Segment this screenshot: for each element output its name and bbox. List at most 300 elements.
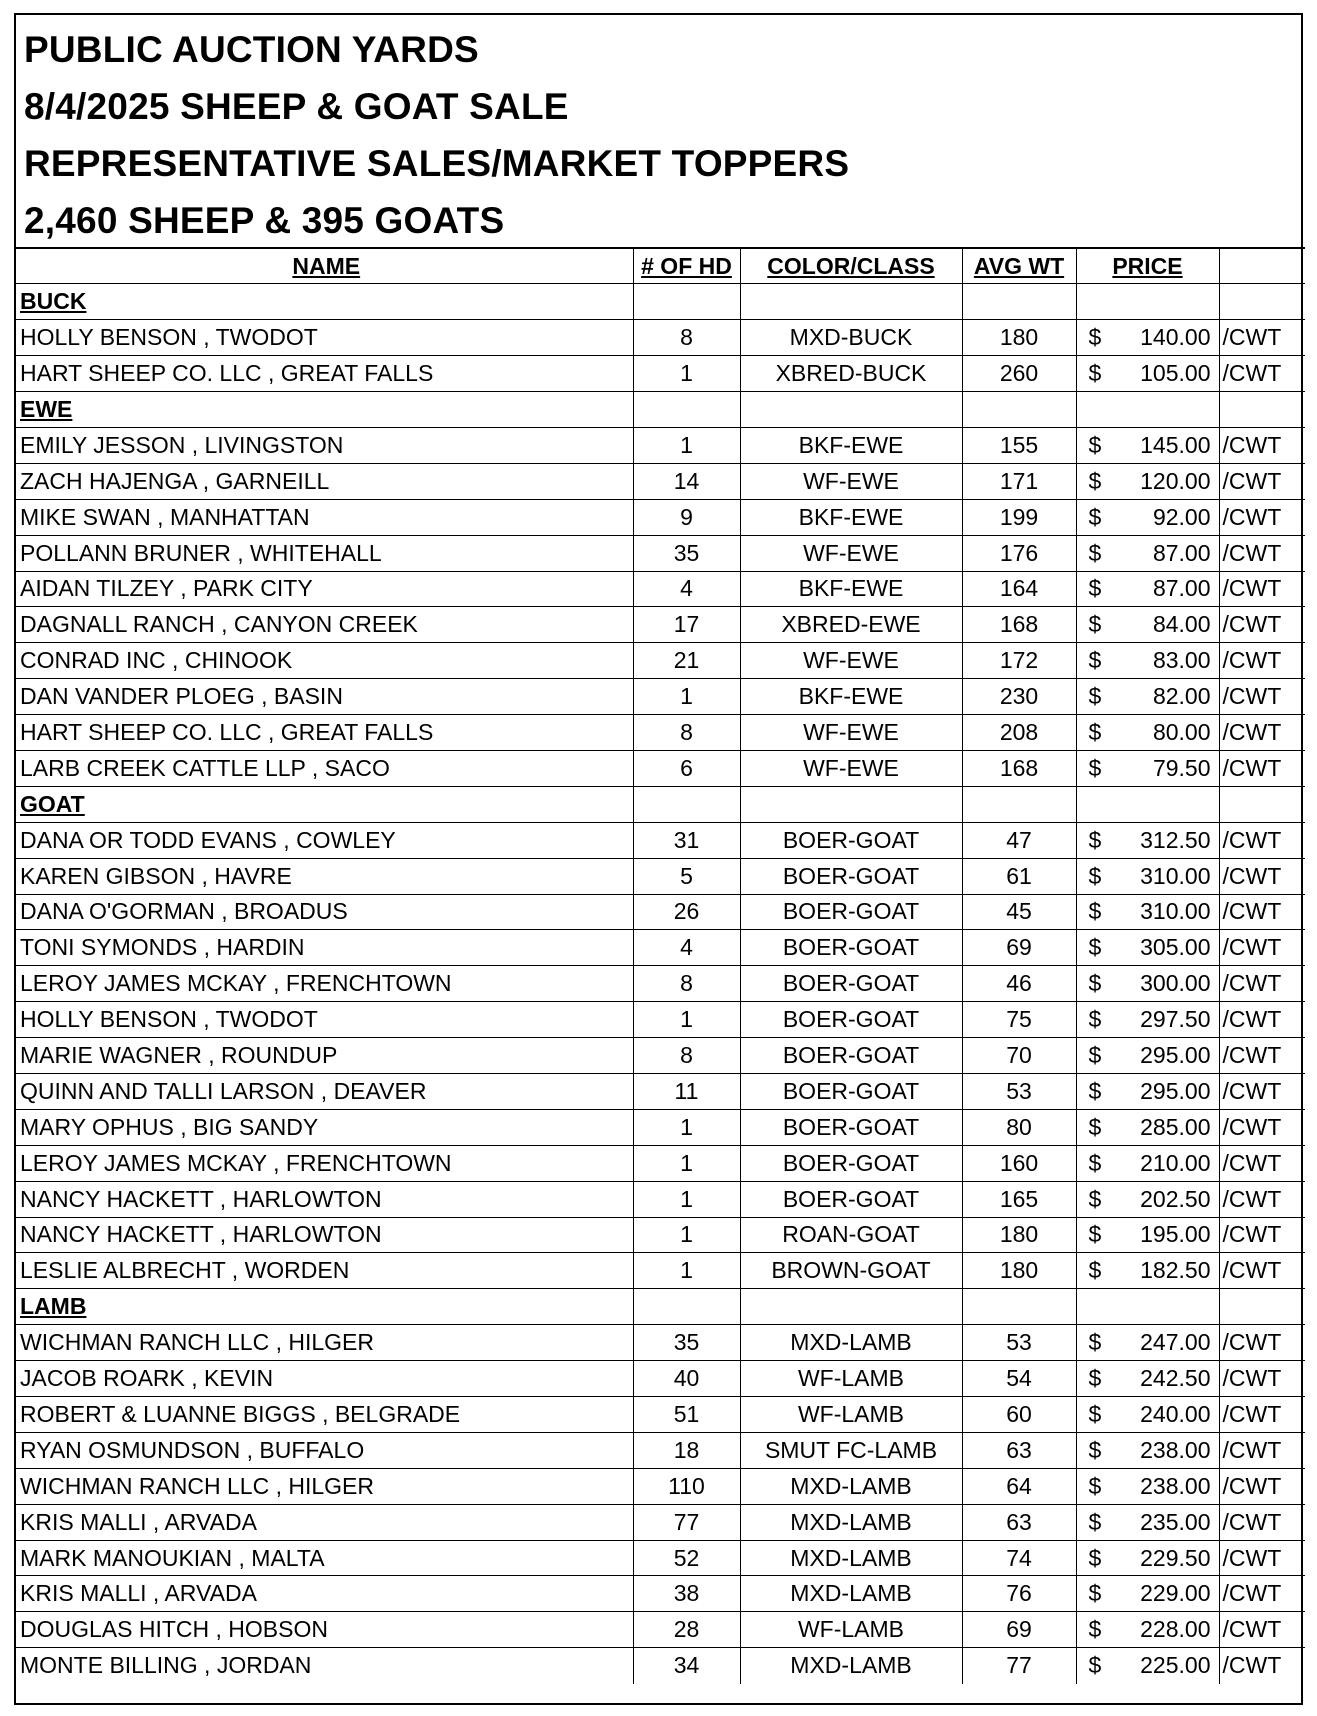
price-amount: 120.00 (1140, 467, 1211, 494)
table-row (16, 930, 1305, 966)
price-cell (1076, 1361, 1219, 1397)
price-amount: 240.00 (1140, 1400, 1211, 1427)
color-class-cell: BKF-EWE (740, 427, 962, 463)
seller-name-cell: TONI SYMONDS , HARDIN (16, 930, 633, 966)
color-class-cell: WF-LAMB (740, 1361, 962, 1397)
price-value (1089, 1042, 1211, 1069)
price-unit-cell: /CWT (1219, 1397, 1305, 1433)
currency-symbol: $ (1088, 1077, 1102, 1104)
color-class-cell: BOER-GOAT (740, 1038, 962, 1074)
table-header-row (16, 248, 1305, 284)
seller-name-cell: MARY OPHUS , BIG SANDY (16, 1109, 633, 1145)
color-class-cell: BKF-EWE (740, 499, 962, 535)
currency-symbol: $ (1088, 1329, 1102, 1356)
table-row (16, 1217, 1305, 1253)
table-row (16, 822, 1305, 858)
price-unit-cell: /CWT (1219, 356, 1305, 392)
price-cell (1076, 966, 1219, 1002)
section-title: LAMB (20, 1293, 87, 1320)
currency-symbol: $ (1088, 324, 1102, 351)
price-unit-cell: /CWT (1219, 1361, 1305, 1397)
price-amount: 210.00 (1140, 1149, 1211, 1176)
head-count-cell: 1 (633, 1109, 740, 1145)
seller-name-cell: HOLLY BENSON , TWODOT (16, 1002, 633, 1038)
price-unit-cell: /CWT (1219, 1576, 1305, 1612)
head-count-cell: 1 (633, 1217, 740, 1253)
seller-name-cell: MIKE SWAN , MANHATTAN (16, 499, 633, 535)
price-unit-cell: /CWT (1219, 930, 1305, 966)
price-amount: 300.00 (1140, 970, 1211, 997)
price-cell (1076, 535, 1219, 571)
table-row (16, 1038, 1305, 1074)
price-cell (1076, 858, 1219, 894)
seller-name-cell: LESLIE ALBRECHT , WORDEN (16, 1253, 633, 1289)
price-amount: 82.00 (1152, 683, 1211, 710)
color-class-cell: BOER-GOAT (740, 1073, 962, 1109)
price-value (1089, 647, 1211, 674)
price-cell (1076, 715, 1219, 751)
column-header-unit (1219, 248, 1305, 284)
price-value (1089, 324, 1211, 351)
seller-name-cell: AIDAN TILZEY , PARK CITY (16, 571, 633, 607)
avg-weight-cell: 69 (962, 1612, 1076, 1648)
price-cell (1076, 1576, 1219, 1612)
currency-symbol: $ (1088, 647, 1102, 674)
column-header-name: NAME (16, 248, 633, 284)
price-amount: 145.00 (1140, 431, 1211, 458)
table-row (16, 1432, 1305, 1468)
color-class-cell: XBRED-BUCK (740, 356, 962, 392)
head-count-cell: 1 (633, 1002, 740, 1038)
section-title-cell (16, 1289, 633, 1325)
price-unit-cell: /CWT (1219, 571, 1305, 607)
avg-weight-cell: 63 (962, 1504, 1076, 1540)
section-header-row (16, 392, 1305, 428)
price-amount: 79.50 (1152, 754, 1211, 781)
price-unit-cell: /CWT (1219, 1038, 1305, 1074)
price-cell (1076, 1540, 1219, 1576)
price-amount: 83.00 (1152, 647, 1211, 674)
price-unit-cell: /CWT (1219, 1540, 1305, 1576)
price-unit-cell: /CWT (1219, 679, 1305, 715)
avg-weight-cell: 75 (962, 1002, 1076, 1038)
price-amount: 92.00 (1152, 503, 1211, 530)
currency-symbol: $ (1088, 1652, 1102, 1679)
color-class-cell: BOER-GOAT (740, 1145, 962, 1181)
price-cell (1076, 427, 1219, 463)
table-row (16, 1504, 1305, 1540)
seller-name-cell: KRIS MALLI , ARVADA (16, 1576, 633, 1612)
table-row (16, 1540, 1305, 1576)
empty-cell (1076, 1289, 1219, 1325)
color-class-cell: MXD-BUCK (740, 320, 962, 356)
price-unit-cell: /CWT (1219, 1504, 1305, 1540)
currency-symbol: $ (1088, 1508, 1102, 1535)
head-count-cell: 5 (633, 858, 740, 894)
table-row (16, 1397, 1305, 1433)
currency-symbol: $ (1088, 862, 1102, 889)
head-count-cell: 1 (633, 356, 740, 392)
price-unit-cell: /CWT (1219, 1432, 1305, 1468)
empty-cell (1219, 786, 1305, 822)
price-unit-cell: /CWT (1219, 320, 1305, 356)
avg-weight-cell: 46 (962, 966, 1076, 1002)
seller-name-cell: JACOB ROARK , KEVIN (16, 1361, 633, 1397)
head-count-cell: 11 (633, 1073, 740, 1109)
avg-weight-cell: 208 (962, 715, 1076, 751)
seller-name-cell: MONTE BILLING , JORDAN (16, 1648, 633, 1684)
seller-name-cell: CONRAD INC , CHINOOK (16, 643, 633, 679)
price-cell (1076, 1217, 1219, 1253)
price-value (1089, 504, 1211, 531)
price-unit-cell: /CWT (1219, 643, 1305, 679)
price-value (1089, 719, 1211, 746)
color-class-cell: BOER-GOAT (740, 894, 962, 930)
price-value (1089, 575, 1211, 602)
report-title-line: 8/4/2025 SHEEP & GOAT SALE (24, 86, 569, 127)
color-class-cell: BKF-EWE (740, 679, 962, 715)
color-class-cell: BOER-GOAT (740, 1109, 962, 1145)
seller-name-cell: ZACH HAJENGA , GARNEILL (16, 463, 633, 499)
avg-weight-cell: 260 (962, 356, 1076, 392)
price-amount: 235.00 (1140, 1508, 1211, 1535)
currency-symbol: $ (1088, 431, 1102, 458)
report-title-line: PUBLIC AUCTION YARDS (24, 29, 479, 70)
avg-weight-cell: 180 (962, 1253, 1076, 1289)
head-count-cell: 8 (633, 320, 740, 356)
currency-symbol: $ (1088, 898, 1102, 925)
empty-cell (633, 392, 740, 428)
avg-weight-cell: 176 (962, 535, 1076, 571)
section-title: BUCK (20, 288, 87, 315)
price-value (1089, 898, 1211, 925)
head-count-cell: 14 (633, 463, 740, 499)
section-title: EWE (20, 396, 73, 422)
seller-name-cell: ROBERT & LUANNE BIGGS , BELGRADE (16, 1397, 633, 1433)
color-class-cell: MXD-LAMB (740, 1648, 962, 1684)
seller-name-cell: POLLANN BRUNER , WHITEHALL (16, 535, 633, 571)
section-header-row (16, 786, 1305, 822)
color-class-cell: WF-LAMB (740, 1612, 962, 1648)
price-value (1089, 360, 1211, 387)
price-amount: 195.00 (1140, 1221, 1211, 1248)
price-amount: 238.00 (1140, 1472, 1211, 1499)
price-cell (1076, 463, 1219, 499)
empty-cell (740, 392, 962, 428)
avg-weight-cell: 180 (962, 320, 1076, 356)
color-class-cell: MXD-LAMB (740, 1504, 962, 1540)
color-class-cell: BOER-GOAT (740, 1181, 962, 1217)
currency-symbol: $ (1088, 1436, 1102, 1463)
price-amount: 297.50 (1140, 1006, 1211, 1033)
sales-table (16, 247, 1305, 1684)
price-cell (1076, 894, 1219, 930)
currency-symbol: $ (1088, 575, 1102, 602)
avg-weight-cell: 168 (962, 750, 1076, 786)
price-cell (1076, 1612, 1219, 1648)
currency-symbol: $ (1088, 826, 1102, 853)
price-value (1089, 827, 1211, 854)
avg-weight-cell: 45 (962, 894, 1076, 930)
price-cell (1076, 356, 1219, 392)
currency-symbol: $ (1088, 1472, 1102, 1499)
price-amount: 105.00 (1140, 360, 1211, 387)
head-count-cell: 40 (633, 1361, 740, 1397)
seller-name-cell: MARIE WAGNER , ROUNDUP (16, 1038, 633, 1074)
section-header-row (16, 284, 1305, 320)
empty-cell (962, 786, 1076, 822)
currency-symbol: $ (1088, 683, 1102, 710)
currency-symbol: $ (1088, 970, 1102, 997)
color-class-cell: WF-EWE (740, 535, 962, 571)
price-cell (1076, 1432, 1219, 1468)
head-count-cell: 1 (633, 1145, 740, 1181)
color-class-cell: MXD-LAMB (740, 1325, 962, 1361)
avg-weight-cell: 199 (962, 499, 1076, 535)
price-value (1089, 1078, 1211, 1105)
column-header-avg-weight: AVG WT (962, 248, 1076, 284)
head-count-cell: 1 (633, 679, 740, 715)
avg-weight-cell: 63 (962, 1432, 1076, 1468)
table-row (16, 320, 1305, 356)
price-amount: 202.50 (1140, 1185, 1211, 1212)
avg-weight-cell: 54 (962, 1361, 1076, 1397)
currency-symbol: $ (1088, 539, 1102, 566)
avg-weight-cell: 80 (962, 1109, 1076, 1145)
price-amount: 247.00 (1140, 1329, 1211, 1356)
empty-cell (633, 1289, 740, 1325)
price-amount: 285.00 (1140, 1113, 1211, 1140)
avg-weight-cell: 61 (962, 858, 1076, 894)
empty-cell (633, 786, 740, 822)
currency-symbol: $ (1088, 1185, 1102, 1212)
price-unit-cell: /CWT (1219, 1253, 1305, 1289)
head-count-cell: 26 (633, 894, 740, 930)
avg-weight-cell: 69 (962, 930, 1076, 966)
table-row (16, 858, 1305, 894)
price-value (1089, 1114, 1211, 1141)
price-cell (1076, 1109, 1219, 1145)
color-class-cell: BOER-GOAT (740, 1002, 962, 1038)
price-unit-cell: /CWT (1219, 1468, 1305, 1504)
price-unit-cell: /CWT (1219, 1181, 1305, 1217)
seller-name-cell: DANA OR TODD EVANS , COWLEY (16, 822, 633, 858)
head-count-cell: 8 (633, 1038, 740, 1074)
seller-name-cell: DANA O'GORMAN , BROADUS (16, 894, 633, 930)
price-cell (1076, 571, 1219, 607)
price-value (1089, 1006, 1211, 1033)
table-row (16, 1612, 1305, 1648)
price-amount: 310.00 (1140, 898, 1211, 925)
color-class-cell: BROWN-GOAT (740, 1253, 962, 1289)
seller-name-cell: NANCY HACKETT , HARLOWTON (16, 1181, 633, 1217)
avg-weight-cell: 77 (962, 1648, 1076, 1684)
head-count-cell: 1 (633, 1181, 740, 1217)
head-count-cell: 110 (633, 1468, 740, 1504)
price-amount: 295.00 (1140, 1042, 1211, 1069)
price-amount: 295.00 (1140, 1077, 1211, 1104)
price-cell (1076, 607, 1219, 643)
empty-cell (740, 786, 962, 822)
price-unit-cell: /CWT (1219, 1648, 1305, 1684)
price-unit-cell: /CWT (1219, 966, 1305, 1002)
price-cell (1076, 1648, 1219, 1684)
section-title: GOAT (20, 790, 85, 817)
price-unit-cell: /CWT (1219, 499, 1305, 535)
currency-symbol: $ (1088, 754, 1102, 781)
head-count-cell: 35 (633, 1325, 740, 1361)
seller-name-cell: HART SHEEP CO. LLC , GREAT FALLS (16, 715, 633, 751)
price-value (1089, 755, 1211, 782)
table-row (16, 499, 1305, 535)
price-value (1089, 1186, 1211, 1213)
color-class-cell: WF-LAMB (740, 1397, 962, 1433)
empty-cell (1219, 392, 1305, 428)
price-value (1089, 1652, 1211, 1679)
seller-name-cell: NANCY HACKETT , HARLOWTON (16, 1217, 633, 1253)
table-row (16, 1002, 1305, 1038)
price-value (1089, 1473, 1211, 1500)
head-count-cell: 1 (633, 427, 740, 463)
empty-cell (1076, 392, 1219, 428)
price-cell (1076, 499, 1219, 535)
price-cell (1076, 1253, 1219, 1289)
price-value (1089, 468, 1211, 495)
seller-name-cell: HOLLY BENSON , TWODOT (16, 320, 633, 356)
color-class-cell: XBRED-EWE (740, 607, 962, 643)
empty-cell (633, 284, 740, 320)
price-unit-cell: /CWT (1219, 715, 1305, 751)
section-title-cell (16, 392, 633, 428)
price-value (1089, 1437, 1211, 1464)
price-value (1089, 1616, 1211, 1643)
price-value (1089, 1509, 1211, 1536)
seller-name-cell: LEROY JAMES MCKAY , FRENCHTOWN (16, 966, 633, 1002)
price-unit-cell: /CWT (1219, 463, 1305, 499)
price-value (1089, 1580, 1211, 1607)
price-amount: 229.50 (1140, 1544, 1211, 1571)
table-row (16, 1073, 1305, 1109)
color-class-cell: WF-EWE (740, 750, 962, 786)
color-class-cell: BKF-EWE (740, 571, 962, 607)
seller-name-cell: LEROY JAMES MCKAY , FRENCHTOWN (16, 1145, 633, 1181)
currency-symbol: $ (1088, 719, 1102, 746)
price-cell (1076, 930, 1219, 966)
seller-name-cell: QUINN AND TALLI LARSON , DEAVER (16, 1073, 633, 1109)
empty-cell (1219, 1289, 1305, 1325)
color-class-cell: MXD-LAMB (740, 1468, 962, 1504)
price-value (1089, 432, 1211, 459)
avg-weight-cell: 172 (962, 643, 1076, 679)
currency-symbol: $ (1088, 611, 1102, 638)
price-value (1089, 1329, 1211, 1356)
price-cell (1076, 750, 1219, 786)
price-amount: 87.00 (1152, 539, 1211, 566)
seller-name-cell: LARB CREEK CATTLE LLP , SACO (16, 750, 633, 786)
currency-symbol: $ (1088, 1042, 1102, 1069)
currency-symbol: $ (1088, 1400, 1102, 1427)
currency-symbol: $ (1088, 1580, 1102, 1607)
avg-weight-cell: 70 (962, 1038, 1076, 1074)
column-header-price: PRICE (1076, 248, 1219, 284)
price-amount: 242.50 (1140, 1365, 1211, 1392)
report-title-block (16, 15, 1301, 247)
empty-cell (962, 284, 1076, 320)
price-unit-cell: /CWT (1219, 1002, 1305, 1038)
empty-cell (740, 284, 962, 320)
price-amount: 228.00 (1140, 1616, 1211, 1643)
price-amount: 140.00 (1140, 324, 1211, 351)
table-row (16, 750, 1305, 786)
section-title-cell (16, 786, 633, 822)
seller-name-cell: RYAN OSMUNDSON , BUFFALO (16, 1432, 633, 1468)
price-amount: 182.50 (1140, 1257, 1211, 1284)
table-row (16, 463, 1305, 499)
price-unit-cell: /CWT (1219, 607, 1305, 643)
avg-weight-cell: 60 (962, 1397, 1076, 1433)
head-count-cell: 6 (633, 750, 740, 786)
price-value (1089, 934, 1211, 961)
price-unit-cell: /CWT (1219, 427, 1305, 463)
currency-symbol: $ (1088, 934, 1102, 961)
price-unit-cell: /CWT (1219, 1217, 1305, 1253)
color-class-cell: BOER-GOAT (740, 822, 962, 858)
currency-symbol: $ (1088, 1544, 1102, 1571)
report-title-line: 2,460 SHEEP & 395 GOATS (24, 200, 505, 241)
price-unit-cell: /CWT (1219, 822, 1305, 858)
empty-cell (962, 392, 1076, 428)
empty-cell (1076, 284, 1219, 320)
table-row (16, 535, 1305, 571)
price-value (1089, 863, 1211, 890)
avg-weight-cell: 74 (962, 1540, 1076, 1576)
price-value (1089, 540, 1211, 567)
price-unit-cell: /CWT (1219, 1612, 1305, 1648)
avg-weight-cell: 160 (962, 1145, 1076, 1181)
price-value (1089, 1257, 1211, 1284)
price-unit-cell: /CWT (1219, 858, 1305, 894)
color-class-cell: MXD-LAMB (740, 1576, 962, 1612)
color-class-cell: ROAN-GOAT (740, 1217, 962, 1253)
table-row (16, 1576, 1305, 1612)
price-value (1089, 970, 1211, 997)
seller-name-cell: KRIS MALLI , ARVADA (16, 1504, 633, 1540)
price-cell (1076, 643, 1219, 679)
price-cell (1076, 679, 1219, 715)
price-cell (1076, 320, 1219, 356)
seller-name-cell: WICHMAN RANCH LLC , HILGER (16, 1468, 633, 1504)
price-amount: 80.00 (1152, 719, 1211, 746)
head-count-cell: 8 (633, 715, 740, 751)
column-header-head-count: # OF HD (633, 248, 740, 284)
price-cell (1076, 822, 1219, 858)
currency-symbol: $ (1088, 503, 1102, 530)
price-cell (1076, 1397, 1219, 1433)
avg-weight-cell: 155 (962, 427, 1076, 463)
head-count-cell: 35 (633, 535, 740, 571)
seller-name-cell: MARK MANOUKIAN , MALTA (16, 1540, 633, 1576)
price-unit-cell: /CWT (1219, 535, 1305, 571)
head-count-cell: 1 (633, 1253, 740, 1289)
price-cell (1076, 1002, 1219, 1038)
head-count-cell: 21 (633, 643, 740, 679)
price-amount: 87.00 (1152, 575, 1211, 602)
table-row (16, 1325, 1305, 1361)
head-count-cell: 51 (633, 1397, 740, 1433)
price-value (1089, 1545, 1211, 1572)
color-class-cell: WF-EWE (740, 463, 962, 499)
avg-weight-cell: 76 (962, 1576, 1076, 1612)
